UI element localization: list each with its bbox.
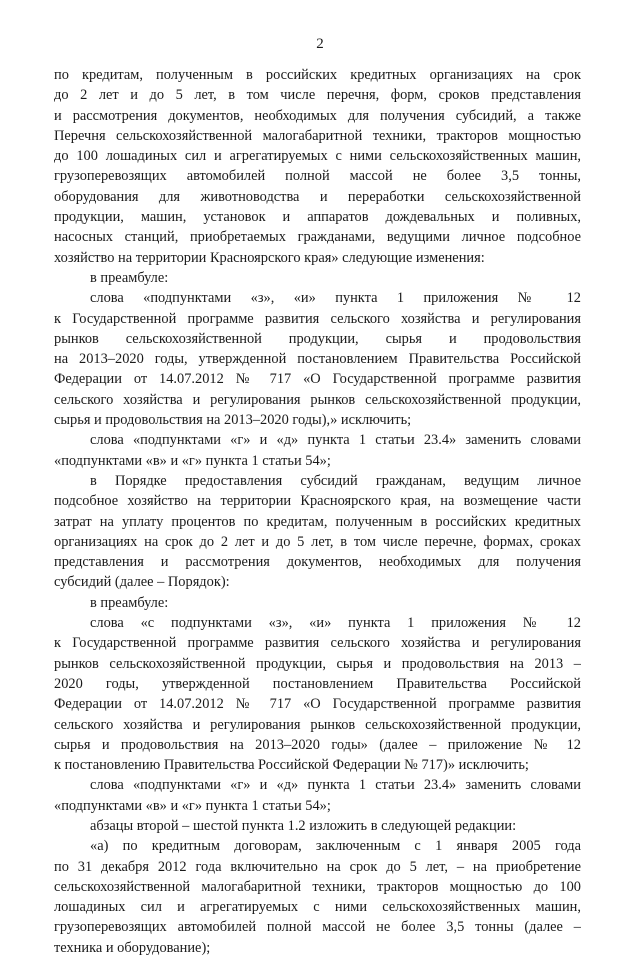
text-line: по кредитам, полученным в российских кредитных организациях на срок	[54, 67, 581, 83]
text-line: до 100 лошадиных сил и агрегатируемых с ними сельскохозяйственных машин,	[54, 148, 581, 165]
text-line: сырья и продовольствия на 2013–2020 годы» (далее – приложение № 12	[54, 736, 581, 753]
text-line: насосных станций, приобретаемых гражданами, ведущими личное подсобное	[54, 229, 581, 246]
text-line: на 2013–2020 годы, утвержденной постановлением Правительства Российской	[54, 351, 581, 368]
text-line: сельскохозяйственной малогабаритной техники, тракторов мощностью до 100	[54, 878, 581, 895]
text-line: хозяйство на территории Красноярского края» следующие изменения:	[54, 249, 485, 266]
text-line: субсидий (далее – Порядок):	[54, 574, 230, 591]
text-line: до 2 лет и до 5 лет, в том числе перечня, форм, сроков представления	[54, 87, 581, 104]
text-line: в Порядке предоставления субсидий гражданам, ведущим личное	[90, 472, 581, 489]
text-line: лошадиных сил и агрегатируемых с ними сельскохозяйственных машин,	[54, 899, 581, 916]
text-line: оборудования для животноводства и переработки сельскохозяйственной	[54, 188, 581, 205]
text-line: слова «подпунктами «г» и «д» пункта 1 статьи 23.4» заменить словами	[90, 777, 581, 794]
text-line: в преамбуле:	[90, 269, 169, 286]
text-line: затрат на уплату процентов по кредитам, полученным в российских кредитных	[54, 513, 581, 530]
text-line: и рассмотрения документов, необходимых для получения субсидий, а также	[54, 107, 581, 124]
text-line: грузоперевозящих автомобилей полной массой не более 3,5 тонны,	[54, 168, 581, 185]
text-line: сельского хозяйства и регулирования рынков сельскохозяйственной продукции,	[54, 391, 581, 408]
text-line: к постановлению Правительства Российской Федерации № 717)» исключить;	[54, 757, 529, 774]
text-line: Федерации от 14.07.2012 № 717 «О Государственной программе развития	[54, 371, 581, 388]
text-line: грузоперевозящих автомобилей полной массой не более 3,5 тонны (далее –	[54, 919, 581, 936]
text-line: Перечня сельскохозяйственной малогабаритной техники, тракторов мощностью	[54, 127, 581, 144]
text-line: абзацы второй – шестой пункта 1.2 изложить в следующей редакции:	[90, 817, 517, 834]
text-line: рынков сельскохозяйственной продукции, сырья и продовольствия	[54, 330, 581, 347]
text-line: к Государственной программе развития сельского хозяйства и регулирования	[54, 310, 581, 327]
text-line: рынков сельскохозяйственной продукции, сырья и продовольствия на 2013 –	[54, 655, 581, 672]
text-line: 2020 годы, утвержденной постановлением Правительства Российской	[54, 675, 581, 692]
document-body	[54, 65, 581, 958]
text-line: слова «подпунктами «г» и «д» пункта 1 статьи 23.4» заменить словами	[90, 432, 581, 449]
text-line: Федерации от 14.07.2012 № 717 «О Государственной программе развития	[54, 696, 581, 713]
text-line: в преамбуле:	[90, 594, 169, 611]
text-line: продукции, машин, установок и аппаратов дождевальных и поливных,	[54, 209, 581, 226]
text-line: по 31 декабря 2012 года включительно на срок до 5 лет, – на приобретение	[54, 858, 581, 875]
text-line: слова «с подпунктами «з», «и» пункта 1 приложения № 12	[90, 615, 581, 632]
text-line: «подпунктами «в» и «г» пункта 1 статьи 54»;	[54, 797, 331, 814]
text-line: представления и рассмотрения документов, необходимых для получения	[54, 554, 581, 571]
text-line: «подпунктами «в» и «г» пункта 1 статьи 54»;	[54, 452, 331, 469]
text-line: сельского хозяйства и регулирования рынков сельскохозяйственной продукции,	[54, 716, 581, 733]
text-line: сырья и продовольствия на 2013–2020 годы),» исключить;	[54, 412, 412, 429]
text-line: организациях на срок до 2 лет и до 5 лет, в том числе перечне, формах, сроках	[54, 533, 581, 550]
page-number: 2	[316, 36, 324, 52]
text-line: «а) по кредитным договорам, заключенным с 1 января 2005 года	[90, 838, 581, 855]
text-line: техника и оборудование);	[54, 939, 211, 956]
text-line: подсобное хозяйство на территории Красноярского края, на возмещение части	[54, 493, 581, 510]
text-line: слова «подпунктами «з», «и» пункта 1 приложения № 12	[90, 290, 581, 307]
text-line: к Государственной программе развития сельского хозяйства и регулирования	[54, 635, 581, 652]
